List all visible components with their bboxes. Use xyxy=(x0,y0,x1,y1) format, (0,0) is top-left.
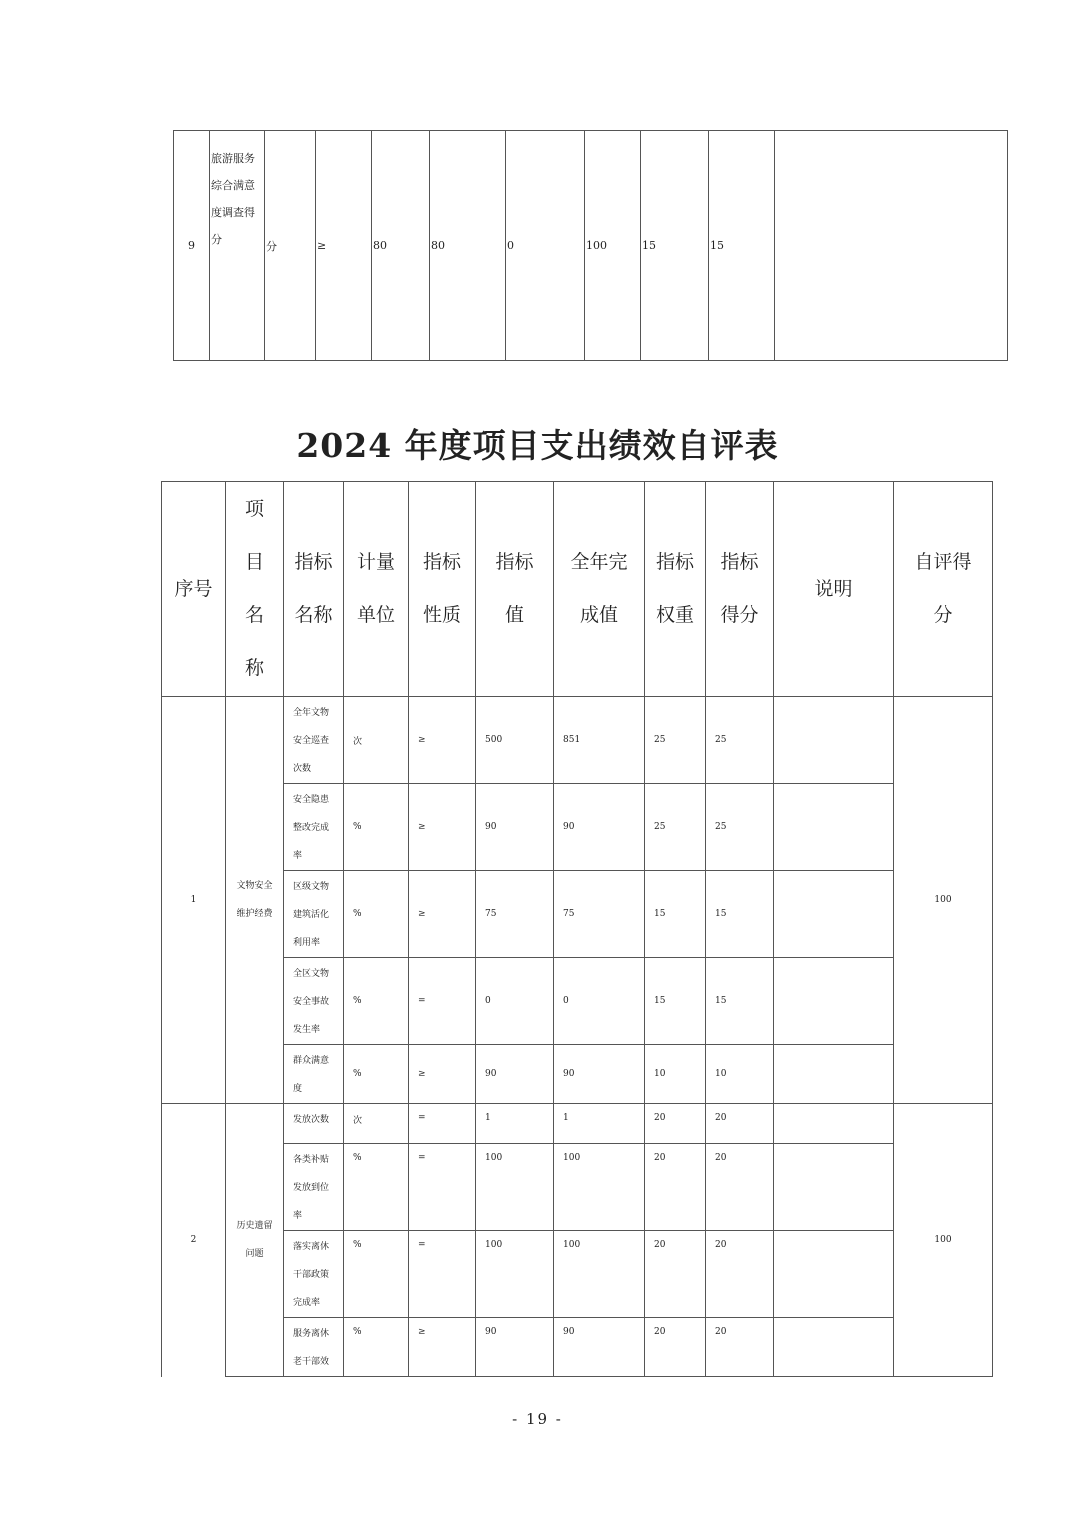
header-line: 指标 xyxy=(294,551,333,573)
value-cell: 90 xyxy=(476,1318,554,1377)
seq-cell: 9 xyxy=(174,131,210,361)
indicator-name-cell xyxy=(210,131,265,361)
value-cell: 100 xyxy=(476,1231,554,1318)
score-cell: 20 xyxy=(706,1144,774,1231)
header-line: 计量 xyxy=(356,551,395,573)
table-row xyxy=(162,1045,993,1104)
header-line: 名 xyxy=(244,604,264,626)
nature-cell: = xyxy=(409,958,476,1045)
indicator-line: 利用率 xyxy=(293,938,321,948)
header-line: 全年完 xyxy=(570,551,628,573)
header-line: 自评得 xyxy=(914,551,972,573)
header-completed xyxy=(554,482,645,697)
indicator-line: 群众满意 xyxy=(293,1056,330,1066)
weight-cell: 20 xyxy=(645,1318,706,1377)
header-line: 指标 xyxy=(422,551,461,573)
completed-cell: 90 xyxy=(554,1318,645,1377)
value-cell: 0 xyxy=(506,131,585,361)
score-cell: 20 xyxy=(706,1104,774,1144)
unit-cell: % xyxy=(344,871,409,958)
indicator-line: 区级文物 xyxy=(293,882,330,892)
value-cell: 0 xyxy=(476,958,554,1045)
indicator-line: 安全巡查 xyxy=(293,736,330,746)
header-indicator-name xyxy=(284,482,344,697)
unit-cell: 分 xyxy=(265,131,316,361)
indicator-line: 发放次数 xyxy=(293,1115,330,1125)
score-cell: 20 xyxy=(706,1318,774,1377)
header-unit xyxy=(344,482,409,697)
note-cell xyxy=(774,1045,894,1104)
header-line: 单位 xyxy=(356,604,395,626)
indicator-name xyxy=(284,1045,344,1104)
nature-cell: = xyxy=(409,1231,476,1318)
completed-cell: 80 xyxy=(430,131,506,361)
header-line: 目 xyxy=(244,551,264,573)
indicator-line: 全年文物 xyxy=(293,708,330,718)
unit-cell: % xyxy=(344,1144,409,1231)
value-cell: 90 xyxy=(476,784,554,871)
indicator-line: 各类补贴 xyxy=(293,1155,330,1165)
nature-cell: ≥ xyxy=(409,697,476,784)
indicator-name xyxy=(284,958,344,1045)
indicator-name-line: 度调查得 xyxy=(211,206,255,219)
note-cell xyxy=(774,784,894,871)
table-row xyxy=(162,784,993,871)
indicator-line: 发生率 xyxy=(293,1025,321,1035)
indicator-name xyxy=(284,784,344,871)
completed-cell: 0 xyxy=(554,958,645,1045)
header-weight xyxy=(645,482,706,697)
nature-cell: ≥ xyxy=(409,784,476,871)
project-name-line: 文物安全 xyxy=(236,881,273,891)
indicator-line: 率 xyxy=(293,1211,303,1221)
project-name xyxy=(226,1104,284,1377)
note-cell xyxy=(774,1144,894,1231)
indicator-line: 率 xyxy=(293,851,303,861)
table-row xyxy=(162,1104,993,1144)
project-seq: 1 xyxy=(162,697,226,1104)
score-cell: 25 xyxy=(706,784,774,871)
header-line: 指标 xyxy=(655,551,694,573)
self-score-cell: 100 xyxy=(894,1104,993,1377)
note-cell xyxy=(774,1231,894,1318)
indicator-line: 度 xyxy=(293,1084,303,1094)
weight-cell: 20 xyxy=(645,1104,706,1144)
indicator-name-line: 分 xyxy=(211,233,222,246)
indicator-name xyxy=(284,697,344,784)
indicator-line: 发放到位 xyxy=(293,1183,330,1193)
header-line: 分 xyxy=(933,604,953,626)
value-cell: 500 xyxy=(476,697,554,784)
project-seq: 2 xyxy=(162,1104,226,1377)
project-name xyxy=(226,697,284,1104)
nature-cell: = xyxy=(409,1104,476,1144)
indicator-line: 干部政策 xyxy=(293,1270,330,1280)
header-note: 说明 xyxy=(774,482,894,697)
unit-cell: 次 xyxy=(344,697,409,784)
value-cell: 75 xyxy=(476,871,554,958)
nature-cell: ≥ xyxy=(409,871,476,958)
unit-cell: % xyxy=(344,1318,409,1377)
table-row xyxy=(162,1144,993,1231)
self-score-cell: 100 xyxy=(894,697,993,1104)
unit-cell: 次 xyxy=(344,1104,409,1144)
unit-cell: % xyxy=(344,1231,409,1318)
header-seq: 序号 xyxy=(162,482,226,697)
completed-cell: 100 xyxy=(554,1144,645,1231)
weight-cell: 15 xyxy=(645,871,706,958)
page-title: 2024 年度项目支出绩效自评表 xyxy=(296,426,779,465)
unit-cell: % xyxy=(344,1045,409,1104)
indicator-line: 全区文物 xyxy=(293,969,330,979)
score-cell: 20 xyxy=(706,1231,774,1318)
indicator-name-line: 综合满意 xyxy=(211,179,255,192)
score-cell: 15 xyxy=(706,871,774,958)
header-line: 指标 xyxy=(720,551,759,573)
indicator-line: 老干部效 xyxy=(293,1357,330,1367)
unit-cell: % xyxy=(344,958,409,1045)
score-cell: 10 xyxy=(706,1045,774,1104)
indicator-name xyxy=(284,1231,344,1318)
indicator-line: 整改完成 xyxy=(293,823,330,833)
table-row xyxy=(162,958,993,1045)
unit-cell: % xyxy=(344,784,409,871)
header-line: 权重 xyxy=(655,604,694,626)
page-number: - 19 - xyxy=(512,1410,563,1428)
weight-cell: 20 xyxy=(645,1231,706,1318)
note-cell xyxy=(774,1318,894,1377)
header-line: 称 xyxy=(244,657,264,679)
nature-cell: ≥ xyxy=(316,131,372,361)
weight-cell: 20 xyxy=(645,1144,706,1231)
indicator-line: 落实离休 xyxy=(293,1242,330,1252)
completed-cell: 851 xyxy=(554,697,645,784)
header-nature xyxy=(409,482,476,697)
indicator-line: 次数 xyxy=(293,764,312,774)
indicator-line: 完成率 xyxy=(293,1298,321,1308)
note-cell xyxy=(774,697,894,784)
nature-cell: ≥ xyxy=(409,1045,476,1104)
completed-cell: 1 xyxy=(554,1104,645,1144)
header-score xyxy=(706,482,774,697)
weight-cell: 25 xyxy=(645,784,706,871)
completed-cell: 90 xyxy=(554,1045,645,1104)
header-self-score xyxy=(894,482,993,697)
table-row xyxy=(162,871,993,958)
project-name-line: 问题 xyxy=(245,1249,264,1259)
completed-cell: 90 xyxy=(554,784,645,871)
table-row xyxy=(162,697,993,784)
value-cell: 100 xyxy=(476,1144,554,1231)
table-row xyxy=(162,1318,993,1377)
indicator-line: 安全隐患 xyxy=(293,795,330,805)
project-name-line: 维护经费 xyxy=(236,909,273,919)
note-cell xyxy=(774,1104,894,1144)
weight-cell: 15 xyxy=(645,958,706,1045)
nature-cell: ≥ xyxy=(409,1318,476,1377)
indicator-line: 安全事故 xyxy=(293,997,330,1007)
self-evaluation-table xyxy=(161,481,993,1377)
score-cell: 15 xyxy=(709,131,775,361)
header-line: 值 xyxy=(504,604,524,626)
header-line: 指标 xyxy=(495,551,534,573)
value-cell: 90 xyxy=(476,1045,554,1104)
continuation-table xyxy=(173,130,1008,361)
target-cell: 80 xyxy=(372,131,430,361)
header-line: 性质 xyxy=(422,604,461,626)
indicator-name xyxy=(284,1318,344,1377)
weight-cell: 25 xyxy=(645,697,706,784)
indicator-line: 建筑活化 xyxy=(293,910,330,920)
indicator-name-line: 旅游服务 xyxy=(211,152,255,165)
header-project-name xyxy=(226,482,284,697)
project-name-line: 历史遗留 xyxy=(236,1221,273,1231)
header-line: 得分 xyxy=(720,604,759,626)
header-line: 项 xyxy=(244,498,264,520)
value-cell: 100 xyxy=(585,131,641,361)
indicator-name xyxy=(284,871,344,958)
note-cell xyxy=(774,958,894,1045)
value-cell: 1 xyxy=(476,1104,554,1144)
completed-cell: 100 xyxy=(554,1231,645,1318)
table-row xyxy=(174,131,1008,361)
header-line: 成值 xyxy=(579,604,618,626)
score-cell: 25 xyxy=(706,697,774,784)
header-value xyxy=(476,482,554,697)
header-row xyxy=(162,482,993,697)
note-cell xyxy=(774,871,894,958)
indicator-name xyxy=(284,1104,344,1144)
completed-cell: 75 xyxy=(554,871,645,958)
weight-cell: 10 xyxy=(645,1045,706,1104)
nature-cell: = xyxy=(409,1144,476,1231)
weight-cell: 15 xyxy=(641,131,709,361)
indicator-line: 服务离休 xyxy=(293,1329,330,1339)
indicator-name xyxy=(284,1144,344,1231)
score-cell: 15 xyxy=(706,958,774,1045)
header-line: 名称 xyxy=(294,604,333,626)
note-cell xyxy=(775,131,1008,361)
table-row xyxy=(162,1231,993,1318)
